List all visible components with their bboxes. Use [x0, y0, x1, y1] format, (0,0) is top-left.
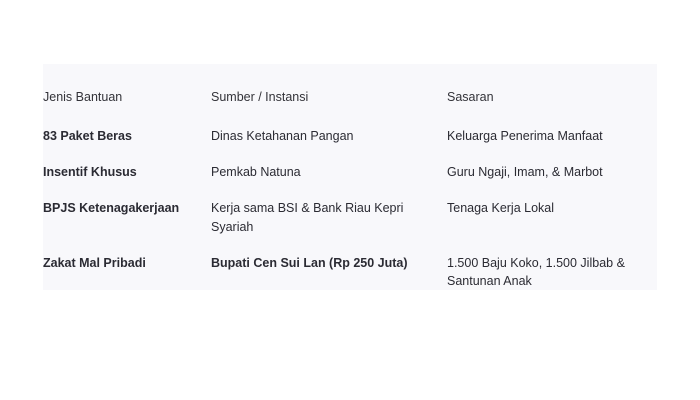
cell-sumber-instansi: Kerja sama BSI & Bank Riau Kepri Syariah	[211, 201, 404, 234]
cell-jenis-bantuan: Zakat Mal Pribadi	[43, 255, 146, 270]
cell-sumber-instansi: Bupati Cen Sui Lan (Rp 250 Juta)	[211, 255, 408, 270]
cell-sasaran: Keluarga Penerima Manfaat	[447, 129, 603, 144]
aid-summary-table	[43, 86, 659, 299]
aid-summary-table-card	[43, 64, 657, 290]
table-row	[43, 154, 659, 190]
table-row	[43, 190, 659, 244]
cell-jenis-bantuan: Insentif Khusus	[43, 165, 137, 180]
cell-sasaran: Guru Ngaji, Imam, & Marbot	[447, 165, 603, 180]
table-row	[43, 118, 659, 154]
cell-sumber-instansi: Dinas Ketahanan Pangan	[211, 129, 354, 144]
column-header-jenis-bantuan: Jenis Bantuan	[43, 90, 123, 104]
table-header-row	[43, 86, 659, 118]
cell-sasaran: Tenaga Kerja Lokal	[447, 201, 555, 216]
column-header-sumber-instansi: Sumber / Instansi	[211, 90, 309, 104]
table-row	[43, 245, 659, 299]
column-header-sasaran: Sasaran	[447, 90, 494, 104]
cell-sumber-instansi: Pemkab Natuna	[211, 165, 301, 180]
cell-jenis-bantuan: BPJS Ketenagakerjaan	[43, 201, 180, 216]
cell-sasaran: 1.500 Baju Koko, 1.500 Jilbab & Santunan Anak	[447, 255, 625, 288]
cell-jenis-bantuan: 83 Paket Beras	[43, 129, 132, 144]
